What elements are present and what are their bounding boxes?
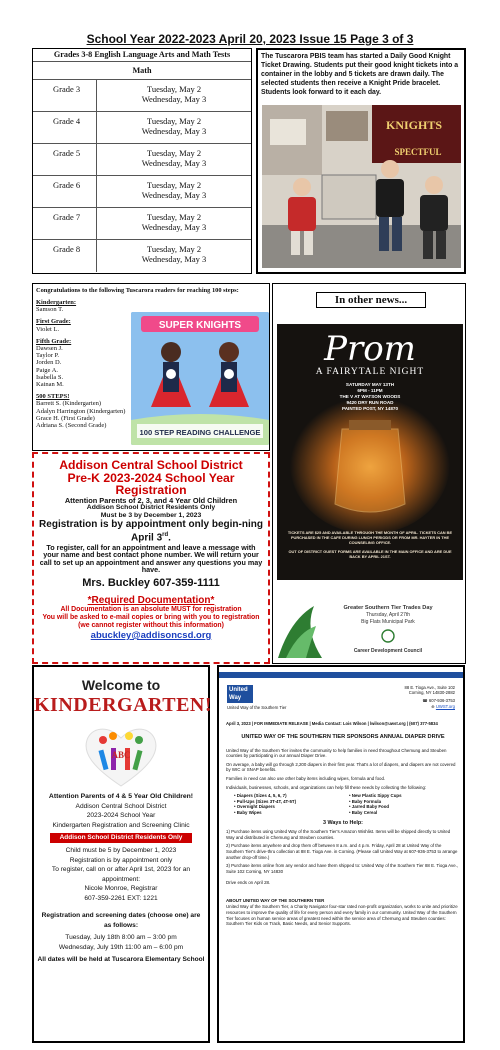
list-item: Violet L. [36, 325, 60, 333]
prom-detail-line: SATURDAY MAY 13TH [345, 382, 395, 387]
trades-day-flyer [276, 600, 464, 660]
table-row [33, 144, 251, 176]
phone-icon: ☎ [422, 698, 429, 704]
svg-text:Career Development Council: Career Development Council [353, 648, 423, 654]
heart-crayons-icon [81, 720, 161, 790]
list-item: Paige A. [36, 366, 59, 374]
readers-heading: Congratulations to the following Tuscarora readers for reaching 100 steps: [36, 287, 239, 294]
reader-group-title: Fifth Grade: [36, 337, 72, 345]
prom-detail-line: 6PM - 11PM [357, 388, 383, 393]
other-news [272, 283, 466, 664]
prom-detail-line: 9420 DRY RUN ROAD [346, 400, 394, 405]
table-row [33, 208, 251, 240]
grade-cell: Grade 8 [33, 240, 97, 272]
table-subtitle: Math [33, 62, 251, 80]
prom-detail-line: PAINTED POST, NY 14870 [342, 406, 398, 411]
list-item: • Overnight Diapers [234, 804, 275, 810]
list-item: Barrett S. (Kindergarten) [36, 400, 102, 408]
prom-title: Prom [324, 329, 416, 369]
globe-icon: ⊕ [431, 703, 436, 709]
prek-registration: Registration [115, 483, 187, 497]
reader-group-title: 500 STEPS! [36, 393, 70, 401]
list-item: Samson T. [36, 306, 64, 314]
list-item: • Jarred Baby Food [349, 804, 390, 810]
prom-subtitle: A FAIRYTALE NIGHT [315, 367, 425, 377]
residents-only-banner: Addison School District Residents Only [50, 833, 192, 843]
table-row [33, 240, 251, 272]
table-row [33, 80, 251, 112]
kindergarten-flyer: Welcome to KINDERGARTEN! ABC Attention Parents of 4 & 5 Year Old Children! Addison Central School District 2023-2024 School Year Kindergarten Registration and Screening Clinic Addison School District Residents Only Child must be 5 by December 1, 2023 Registration is by appointment only To register, call on or after April 1st, 2023 for an appointment: Nicole Monroe, Registrar 607-359-2261 EXT: 1221 Registration and screening dates (choose one) are as follows: Tuesday, July 18th 8:00 am – 3:00 pm Wednesday, July 19th 11:00 am – 6:00 pm All dates will be held at Tuscarora Elementary School [32, 665, 210, 1043]
reader-group-title: First Grade: [36, 318, 71, 326]
svg-text:ABC: ABC [111, 750, 131, 760]
list-item: Isabella S. [36, 373, 64, 381]
prom-detail-line: THE V AT WATSON WOODS [339, 394, 401, 399]
poster-top-text: SUPER KNIGHTS [158, 320, 242, 331]
united-way-release: United Way United Way of the Southern Tier 88 E. Tioga Ave., Suite 102 Corning, NY 14830-2882 ☎ 607-936-3753 ⊕ UWST.org April 3, 2023 | FOR IMMEDIATE RELEASE | Media Contact: Lois Wilson | lwilson@uwst.org | (607) 377-5834 UNITED WAY OF THE SOUTHERN TIER SPONSORS ANNUAL DIAPER DRIVE United Way of the Southern Tier invites the community to help families in need throughout Chemung and Steuben counties by participating in our annual Diaper Drive. On average, a baby will go through 2,200 diapers in their first year. That's a lot of diapers, and diapers are not covered by WIC or SNAP benefits. Families in need can also use other baby items including wipes, formula and food. Individuals, businesses, schools, and organizations can help fill these needs by collecting the following: • Diapers (Sizes 4, 5, 6, 7) • Pull-Ups (Sizes 3T-4T, 4T-5T) • Overnight Diapers • Baby Wipes • New Plastic Sippy Cups • Baby Formula • Jarred Baby Food • Baby Cereal 3 Ways to Help: 1) Purchase items using United Way of the Southern Tier's Amazon Wishlist. Items will be shipped directly to United Way and distributed in Chemung and Steuben counties. 2) Purchase items anywhere and drop them off between 8 a.m. and 4 p.m. Friday, April 28 at United Way of the Southern Tier's drive-thru collection at 88 E. Tioga Ave. in Corning. (Please call United Way at 607-936-3753 to arrange another drop-off time.) 3) Purchase items online from any vendor and have them shipped to: United Way of the Southern Tier 88 E. Tioga Ave., Suite 102 Corning, NY 14830 Drive ends on April 28. ABOUT UNITED WAY OF THE SOUTHERN TIER United Way of the Southern Tier, a Charity Navigator four-star rated non-profit organization, works to unite and prioritize resources to improve the quality of life for every person and every family in our community. United Way of the Southern Tier focuses on human service areas of greatest need within the service area of Chemung and Steuben counties: Southern Tier Kids on Track, Basic Needs, and Senior Supports. [217, 665, 465, 1043]
svg-text:Greater Southern Tier Trades D: Greater Southern Tier Trades Day [343, 605, 433, 611]
news-heading: In other news... [316, 292, 426, 308]
release-headline: UNITED WAY OF THE SOUTHERN TIER SPONSORS ANNUAL DIAPER DRIVE [241, 734, 445, 740]
grade-cell: Grade 3 [33, 80, 97, 111]
svg-text:Big Flats Municipal Park: Big Flats Municipal Park [361, 619, 415, 625]
prek-contact: Mrs. Buckley 607-359-1111 [82, 576, 220, 589]
prek-district: Addison Central School District [59, 458, 243, 472]
date-cell: Tuesday, May 2 Wednesday, May 3 [141, 84, 207, 104]
list-item: Adalyn Harrington (Kindergarten) [36, 407, 126, 415]
table-title: Grades 3-8 English Language Arts and Math Tests [33, 49, 251, 62]
grade-cell: Grade 6 [33, 176, 97, 207]
test-schedule-table [32, 48, 252, 274]
pbis-article [256, 48, 466, 274]
list-item: Kainan M. [36, 381, 64, 389]
banner-text: KNIGHTS [385, 118, 443, 132]
list-item: • Baby Wipes [234, 809, 262, 815]
pbis-text: The Tuscarora PBIS team has started a Daily Good Knight Ticket Drawing. Students put their good knight tickets into a container in the lobby and 5 tickets are drawn daily. The selected students then receive a Knight Pride bracelet. Students look forward to it each day. [261, 53, 459, 96]
svg-text:Thursday, April 27th: Thursday, April 27th [365, 612, 411, 618]
kinder-welcome: Welcome to [81, 677, 161, 693]
students-photo [262, 105, 461, 268]
date-cell: Tuesday, May 2 Wednesday, May 3 [141, 244, 207, 264]
grade-cell: Grade 7 [33, 208, 97, 239]
readers-congrats [32, 283, 270, 451]
date-cell: Tuesday, May 2 Wednesday, May 3 [141, 116, 207, 136]
list-item: Jorden D. [36, 359, 62, 367]
list-item: • Baby Formula [349, 798, 382, 804]
svg-text:SPECTFUL: SPECTFUL [394, 147, 442, 157]
super-knights-poster [131, 312, 269, 445]
grade-cell: Grade 4 [33, 112, 97, 143]
prek-email-link[interactable]: abuckley@addisoncsd.org [90, 629, 212, 641]
list-item: • Diapers (Sizes 4, 5, 6, 7) [234, 793, 287, 799]
united-way-logo: United Way [227, 685, 253, 703]
list-item: Taylor P. [36, 352, 60, 360]
release-line: April 3, 2023 | FOR IMMEDIATE RELEASE | Media Contact: Lois Wilson | lwilson@uwst.org | (607) 377-5834 [226, 721, 438, 726]
prom-poster: Prom A FAIRYTALE NIGHT SATURDAY MAY 13TH 6PM - 11PM THE V AT WATSON WOODS 9420 DRY RUN ROAD PAINTED POST, NY 14870 TICKETS ARE $25 AND AVAILABLE THROUGH THE MONTH OF APRIL. TICKETS CAN BE PURCHASED IN THE CAFE DURING LUNCH PERIODS OR FROM MR. HAYTER IN THE COUNSELING OFFICE. OUT OF DISTRICT GUEST FORMS ARE AVAILABLE IN THE MAIN OFFICE AND ARE DUE BACK BY APRIL 21ST. [277, 324, 463, 580]
list-item: • Baby Cereal [349, 809, 378, 815]
table-row [33, 176, 251, 208]
table-row [33, 112, 251, 144]
reader-group-title: Kindergarten: [36, 299, 77, 306]
kinder-title: KINDERGARTEN! [34, 694, 213, 716]
required-doc-heading: *Required Documentation* [87, 594, 215, 606]
prek-year: Pre-K 2023-2024 School Year [67, 470, 235, 485]
date-cell: Tuesday, May 2 Wednesday, May 3 [141, 180, 207, 200]
prek-registration-flyer: Addison Central School District Pre-K 2023-2024 School Year Registration Attention Parents of 2, 3, and 4 Year Old Children Addison School District Residents Only Must be 3 by December 1, 2023 Registration is by appointment only begin-ning April 3rd. To register, call for an appointment and leave a message with your name and best contact phone number. We will return your call to set up an appointment and answer any questions you may have. Mrs. Buckley 607-359-1111 *Required Documentation* All Documentation is an absolute MUST for registration You will be asked to e-mail copies or bring with you to registration (we cannot register without this information) abuckley@addisoncsd.org [32, 452, 270, 664]
poster-bottom-text: 100 STEP READING CHALLENGE [139, 428, 261, 437]
needed-items-list [230, 793, 460, 815]
list-item: Dawsen J. [36, 345, 63, 353]
grade-cell: Grade 5 [33, 144, 97, 175]
prek-appointment-note: Registration is by appointment only begin-ning April 3rd. [39, 519, 263, 544]
date-cell: Tuesday, May 2 Wednesday, May 3 [141, 212, 207, 232]
list-item: Adriana S. (Second Grade) [36, 422, 107, 430]
list-item: • New Plastic Sippy Cups [349, 793, 402, 799]
list-item: • Pull-Ups (Sizes 3T-4T, 4T-5T) [234, 798, 297, 804]
page-header: School Year 2022-2023 April 20, 2023 Issue 15 Page 3 of 3 [86, 32, 414, 46]
date-cell: Tuesday, May 2 Wednesday, May 3 [141, 148, 207, 168]
list-item: Grace H. (First Grade) [36, 414, 95, 422]
header-bar [219, 672, 463, 678]
